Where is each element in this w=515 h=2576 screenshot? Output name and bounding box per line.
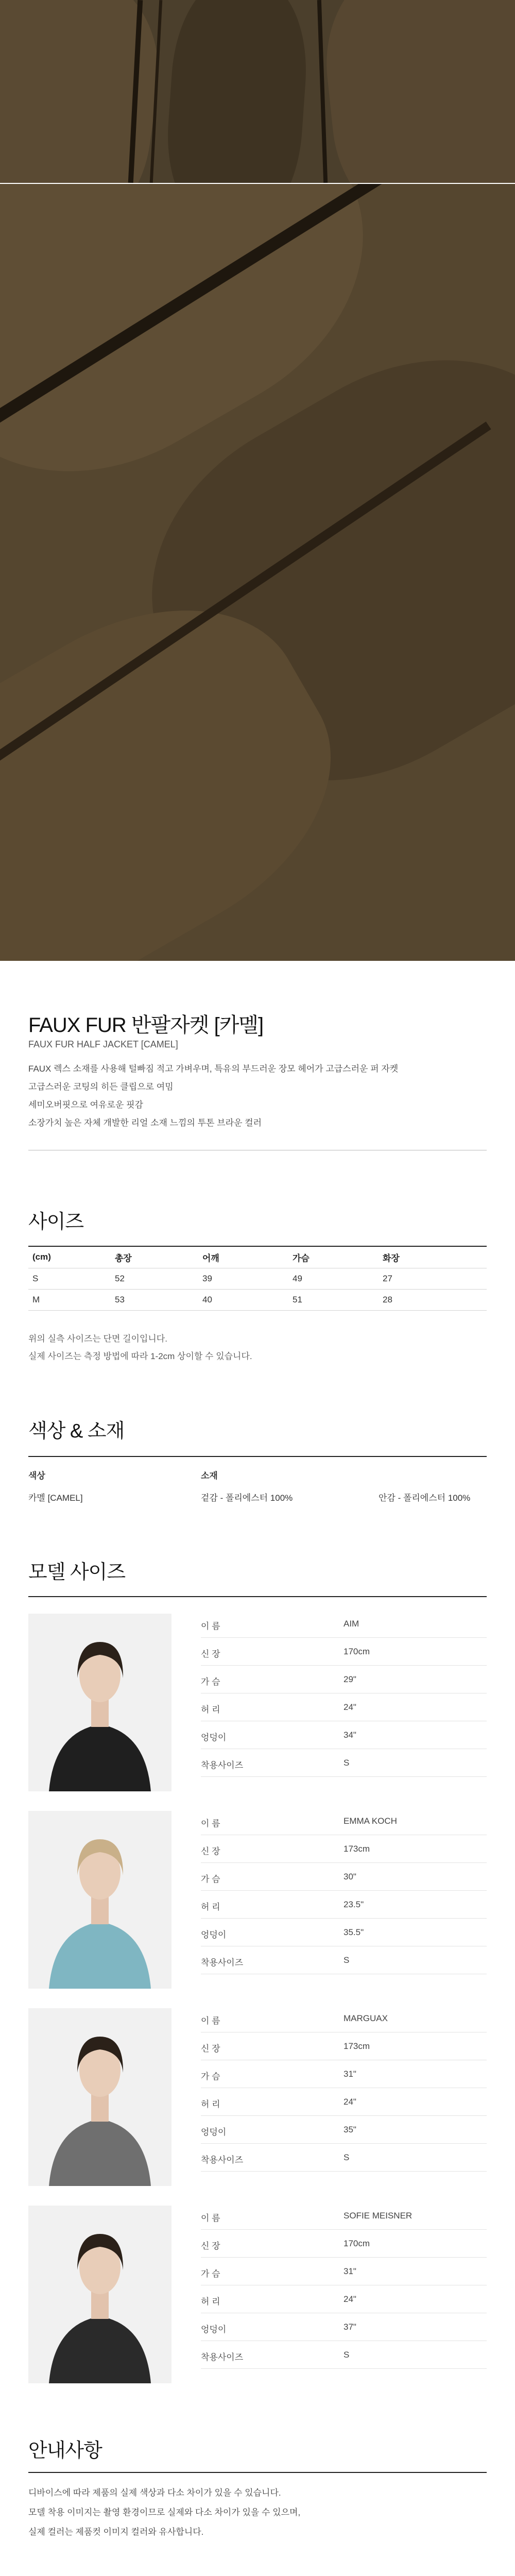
model-attr-value: 170cm <box>344 1647 370 1656</box>
model-attr-value: 24" <box>344 2294 356 2304</box>
divider <box>201 2257 487 2258</box>
table-cell: 49 <box>288 1268 379 1289</box>
model-size-heading: 모델 사이즈 <box>28 1562 126 1583</box>
guide-list <box>28 2483 300 2542</box>
model-attr-value: 24" <box>344 2097 356 2107</box>
guide-heading: 안내사항 <box>28 2440 102 2462</box>
model-attr-label: 가 슴 <box>201 2269 220 2279</box>
model-attr-value: S <box>344 1955 350 1965</box>
model-photo <box>28 2008 171 2186</box>
description-line: 세미오버핏으로 여유로운 핏감 <box>28 1100 143 1110</box>
model-attr-label: 엉덩이 <box>201 2127 227 2137</box>
divider <box>201 2171 487 2172</box>
divider <box>201 2115 487 2116</box>
product-title: FAUX FUR 반팔자켓 [카멜] <box>28 1014 264 1037</box>
material-col-label: 소재 <box>201 1471 218 1481</box>
divider <box>201 1862 487 1863</box>
description-line: 고급스러운 코팅의 히든 클립으로 여밈 <box>28 1082 174 1092</box>
model-attr-value: 24" <box>344 1702 356 1712</box>
description-line: FAUX 렉스 소재를 사용해 털빠짐 적고 가벼우며, 특유의 부드러운 장모 헤어가 고급스러운 퍼 자켓 <box>28 1064 399 1074</box>
product-description <box>28 1060 398 1132</box>
model-attr-label: 신 장 <box>201 1649 220 1659</box>
table-row <box>28 1289 487 1310</box>
model-photo <box>28 1811 171 1989</box>
model-attr-label: 허 리 <box>201 2099 220 2109</box>
model-attr-value: 34" <box>344 1730 356 1740</box>
model-attr-label: 엉덩이 <box>201 1733 227 1742</box>
model-attr-label: 엉덩이 <box>201 2325 227 2334</box>
model-attr-value: 29" <box>344 1674 356 1684</box>
table-cell: 28 <box>379 1289 487 1310</box>
model-attr-label: 엉덩이 <box>201 1930 227 1940</box>
model-attr-value: SOFIE MEISNER <box>344 2211 413 2221</box>
model-attr-label: 착용사이즈 <box>201 2352 244 2362</box>
model-attr-label: 신 장 <box>201 1846 220 1856</box>
table-cell: 51 <box>288 1289 379 1310</box>
divider <box>201 2368 487 2369</box>
size-heading: 사이즈 <box>28 1211 84 1233</box>
model-attr-value: 30" <box>344 1872 356 1882</box>
divider <box>201 2143 487 2144</box>
model-attr-value: 173cm <box>344 1844 370 1854</box>
divider <box>201 1665 487 1666</box>
table-cell: M <box>28 1289 111 1310</box>
table-header: 화장 <box>383 1253 400 1263</box>
model-attr-value: 23.5" <box>344 1900 364 1909</box>
table-cell: 52 <box>111 1268 198 1289</box>
table-header: 가슴 <box>293 1253 310 1263</box>
model-photo <box>28 2206 171 2383</box>
model-photo <box>28 1614 171 1791</box>
divider <box>28 2472 487 2473</box>
model-attr-value: 173cm <box>344 2041 370 2051</box>
model-attr-label: 이 름 <box>201 1819 220 1828</box>
model-attr-label: 이 름 <box>201 1621 220 1631</box>
model-attr-value: S <box>344 1758 350 1768</box>
size-note: 위의 실측 사이즈는 단면 길이입니다. <box>28 1334 167 1344</box>
model-attr-value: 31" <box>344 2069 356 2079</box>
table-header: 총장 <box>115 1253 132 1263</box>
model-attr-label: 신 장 <box>201 2241 220 2251</box>
size-note: 실제 사이즈는 측정 방법에 따라 1-2cm 상이할 수 있습니다. <box>28 1351 252 1361</box>
model-attr-label: 허 리 <box>201 2297 220 2307</box>
model-attr-label: 가 슴 <box>201 2072 220 2081</box>
table-cell: 53 <box>111 1289 198 1310</box>
lining-material: 안감 - 폴리에스터 100% <box>379 1493 471 1503</box>
model-attr-label: 이 름 <box>201 2213 220 2223</box>
fur-closeup-top <box>0 0 515 183</box>
color-col-label: 색상 <box>28 1471 45 1481</box>
divider <box>201 1918 487 1919</box>
divider <box>201 1637 487 1638</box>
model-attr-value: S <box>344 2350 350 2360</box>
table-cell: 40 <box>198 1289 288 1310</box>
model-attr-label: 이 름 <box>201 2016 220 2026</box>
table-cell: 27 <box>379 1268 487 1289</box>
shell-material: 겉감 - 폴리에스터 100% <box>201 1493 293 1503</box>
model-attr-label: 착용사이즈 <box>201 1958 244 1968</box>
guide-line: 디바이스에 따라 제품의 실제 색상과 다소 차이가 있을 수 있습니다. <box>28 2488 281 2498</box>
model-attr-value: S <box>344 2153 350 2162</box>
table-header-row <box>28 1247 487 1268</box>
fur-closeup-main <box>0 184 515 961</box>
size-notes <box>28 1330 252 1365</box>
color-material-heading: 색상 & 소재 <box>28 1420 125 1442</box>
model-attr-value: EMMA KOCH <box>344 1816 397 1826</box>
product-subtitle: FAUX FUR HALF JACKET [CAMEL] <box>28 1039 178 1049</box>
model-attr-label: 가 슴 <box>201 1677 220 1687</box>
table-cell: S <box>28 1268 111 1289</box>
model-attr-value: MARGUAX <box>344 2013 388 2023</box>
guide-line: 모델 착용 이미지는 촬영 환경이므로 실제와 다소 차이가 있을 수 있으며, <box>28 2507 301 2517</box>
model-attr-value: 37" <box>344 2322 356 2332</box>
divider <box>28 1456 487 1457</box>
model-attr-value: 35.5" <box>344 1927 364 1937</box>
model-attr-label: 신 장 <box>201 2044 220 2054</box>
description-line: 소장가치 높은 자체 개발한 리얼 소재 느낌의 투톤 브라운 컬러 <box>28 1118 262 1128</box>
table-cell: 39 <box>198 1268 288 1289</box>
model-attr-label: 허 리 <box>201 1902 220 1912</box>
guide-line: 실제 컬러는 제품컷 이미지 컬러와 유사합니다. <box>28 2527 204 2537</box>
model-attr-label: 허 리 <box>201 1705 220 1715</box>
divider <box>28 1596 487 1597</box>
color-value: 카멜 [CAMEL] <box>28 1493 83 1503</box>
model-attr-value: 31" <box>344 2266 356 2276</box>
table-header: (cm) <box>32 1252 51 1262</box>
table-header: 어깨 <box>202 1253 219 1263</box>
model-attr-value: 35" <box>344 2125 356 2134</box>
divider <box>201 1890 487 1891</box>
model-attr-label: 착용사이즈 <box>201 1760 244 1770</box>
model-attr-label: 착용사이즈 <box>201 2155 244 2165</box>
divider <box>201 2229 487 2230</box>
size-table <box>28 1247 487 1311</box>
model-attr-label: 가 슴 <box>201 1874 220 1884</box>
divider <box>201 1776 487 1777</box>
model-attr-value: AIM <box>344 1619 359 1629</box>
model-attr-value: 170cm <box>344 2239 370 2248</box>
table-row <box>28 1268 487 1289</box>
